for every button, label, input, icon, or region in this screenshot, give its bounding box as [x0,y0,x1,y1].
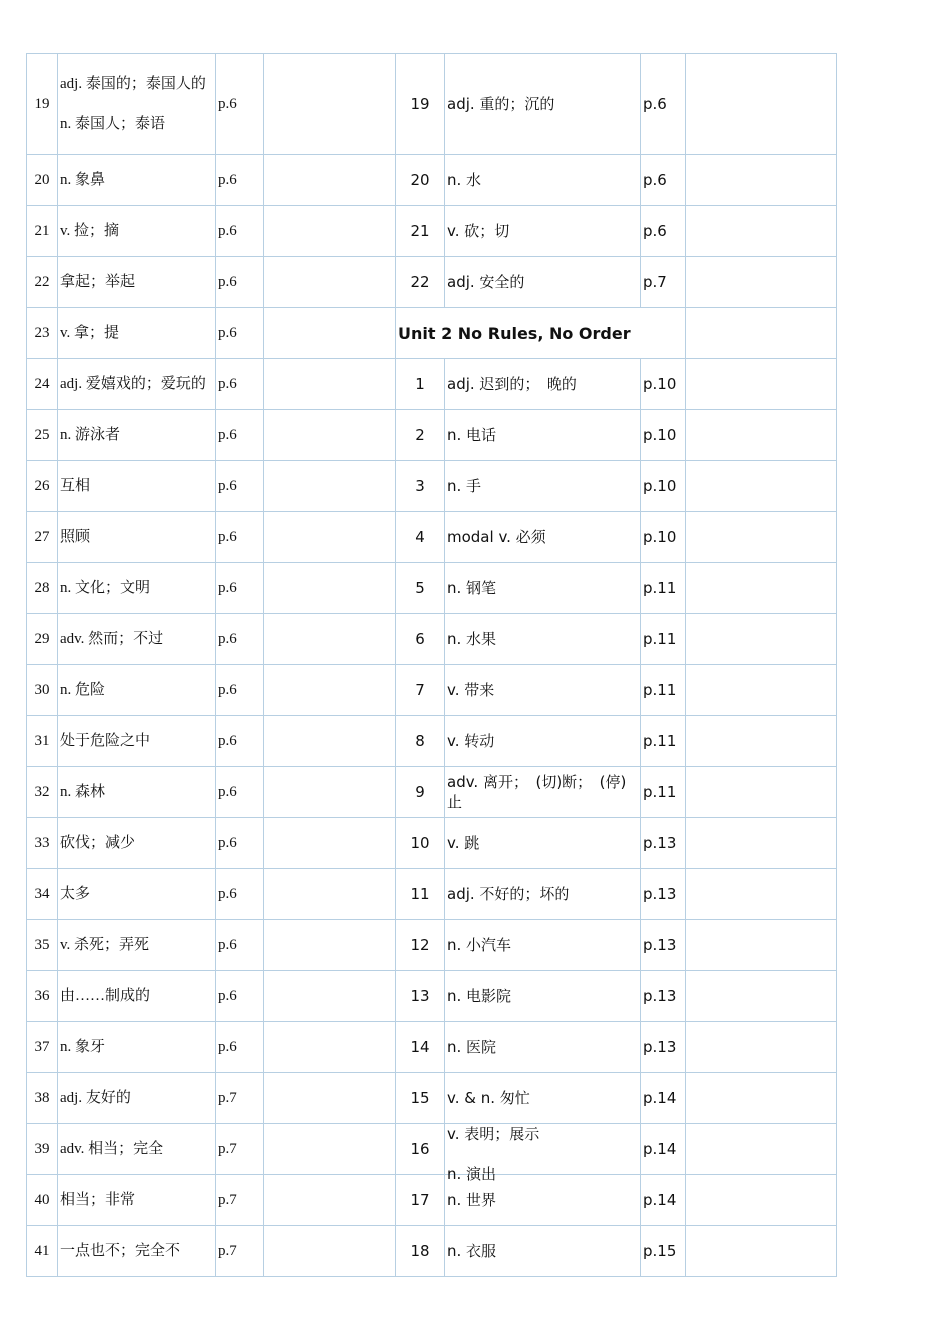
right-entry-meaning [445,716,641,767]
left-entry-page: p.6 [216,410,264,461]
table-row [27,716,837,767]
right-meaning-wrap [447,94,638,114]
left-entry-blank [264,1022,396,1073]
left-entry-page: p.6 [216,818,264,869]
right-meaning-wrap [447,884,638,904]
right-entry-number: 7 [396,665,445,716]
table-row [27,818,837,869]
left-meaning-text: v. 捡；摘 [60,223,120,239]
right-entry-blank [686,614,837,665]
right-meaning-text: adj. 迟到的； 晚的 [447,375,577,393]
right-entry-page: p.11 [641,716,686,767]
right-meaning-wrap [447,1124,638,1183]
table-row [27,665,837,716]
right-meaning-wrap [447,1088,638,1108]
right-entry-number: 15 [396,1073,445,1124]
left-entry-meaning [58,767,216,818]
left-entry-blank [264,563,396,614]
left-entry-meaning [58,971,216,1022]
left-entry-number: 19 [27,54,58,155]
left-entry-page: p.6 [216,54,264,155]
right-entry-page: p.11 [641,767,686,818]
right-entry-number: 13 [396,971,445,1022]
right-entry-page: p.13 [641,971,686,1022]
right-entry-page: p.6 [641,54,686,155]
right-meaning-text: n. 电话 [447,426,497,444]
right-meaning-text: adj. 重的；沉的 [447,95,555,113]
left-entry-blank [264,767,396,818]
right-entry-meaning [445,971,641,1022]
right-entry-blank [686,920,837,971]
table-row [27,155,837,206]
right-entry-page: p.13 [641,818,686,869]
left-entry-page: p.7 [216,1226,264,1277]
right-entry-meaning [445,818,641,869]
right-entry-blank [686,461,837,512]
table-row [27,614,837,665]
left-meaning-text: n. 象牙 [60,1039,106,1055]
left-entry-page: p.6 [216,971,264,1022]
right-entry-number: 6 [396,614,445,665]
table-row [27,1022,837,1073]
left-entry-page: p.6 [216,767,264,818]
right-entry-meaning [445,155,641,206]
right-meaning-wrap [447,476,638,496]
left-entry-number: 37 [27,1022,58,1073]
right-meaning-text: n. 世界 [447,1191,497,1209]
table-row [27,257,837,308]
right-entry-meaning [445,665,641,716]
left-entry-number: 38 [27,1073,58,1124]
right-entry-meaning [445,54,641,155]
left-entry-number: 23 [27,308,58,359]
left-entry-number: 20 [27,155,58,206]
right-meaning-text: v. 跳 [447,834,480,852]
right-entry-meaning [445,767,641,818]
left-entry-meaning [58,1175,216,1226]
right-entry-number: 14 [396,1022,445,1073]
right-meaning-wrap [447,221,638,241]
left-entry-meaning [58,920,216,971]
right-entry-page: p.15 [641,1226,686,1277]
right-entry-meaning [445,461,641,512]
right-entry-meaning [445,410,641,461]
right-entry-blank [686,155,837,206]
left-entry-number: 26 [27,461,58,512]
left-entry-number: 40 [27,1175,58,1226]
right-entry-page: p.14 [641,1073,686,1124]
left-entry-blank [264,359,396,410]
right-entry-page: p.14 [641,1124,686,1175]
left-entry-meaning [58,869,216,920]
right-entry-meaning [445,512,641,563]
right-entry-blank [686,1226,837,1277]
left-entry-blank [264,920,396,971]
left-entry-number: 32 [27,767,58,818]
right-entry-number: 20 [396,155,445,206]
left-meaning-text-2: n. 泰国人；泰语 [60,116,166,132]
table-row [27,971,837,1022]
right-entry-blank [686,971,837,1022]
right-meaning-wrap [447,578,638,598]
left-meaning-text: n. 象鼻 [60,172,106,188]
right-entry-number: 19 [396,54,445,155]
left-meaning-text: 相当；非常 [60,1192,136,1208]
left-entry-meaning [58,257,216,308]
left-meaning-text: adv. 相当；完全 [60,1141,164,1157]
right-meaning-text: n. 电影院 [447,987,512,1005]
right-meaning-text: v. 转动 [447,732,495,750]
table-row [27,563,837,614]
left-meaning-text: adj. 泰国的；泰国人的 [60,76,206,92]
left-entry-page: p.6 [216,359,264,410]
left-entry-number: 30 [27,665,58,716]
table-row [27,767,837,818]
left-entry-page: p.7 [216,1073,264,1124]
right-meaning-text: n. 手 [447,477,482,495]
right-entry-blank [686,359,837,410]
left-entry-page: p.6 [216,614,264,665]
left-meaning-text: 照顾 [60,529,91,545]
right-meaning-text: v. 砍；切 [447,222,510,240]
left-entry-page: p.6 [216,308,264,359]
right-entry-blank [686,716,837,767]
left-entry-blank [264,206,396,257]
right-entry-number: 5 [396,563,445,614]
right-entry-blank [686,1175,837,1226]
left-entry-number: 31 [27,716,58,767]
right-entry-meaning [445,359,641,410]
unit-heading: Unit 2 No Rules, No Order [396,308,686,359]
left-entry-blank [264,869,396,920]
right-entry-number: 12 [396,920,445,971]
right-entry-number: 21 [396,206,445,257]
table-row [27,920,837,971]
left-entry-blank [264,971,396,1022]
right-meaning-wrap [447,425,638,445]
left-entry-blank [264,54,396,155]
left-meaning-text: 拿起；举起 [60,274,136,290]
right-entry-number: 18 [396,1226,445,1277]
right-meaning-text: n. 水果 [447,630,497,648]
right-entry-blank [686,410,837,461]
left-entry-blank [264,461,396,512]
left-meaning-text: 太多 [60,886,91,902]
left-entry-blank [264,1175,396,1226]
right-entry-blank [686,665,837,716]
right-meaning-wrap [447,935,638,955]
right-entry-number: 8 [396,716,445,767]
left-entry-page: p.7 [216,1124,264,1175]
right-meaning-wrap [447,731,638,751]
right-entry-number: 1 [396,359,445,410]
right-entry-number: 11 [396,869,445,920]
left-entry-meaning [58,308,216,359]
left-meaning-text: 处于危险之中 [60,733,151,749]
right-entry-blank [686,54,837,155]
right-entry-blank [686,206,837,257]
left-entry-blank [264,257,396,308]
left-entry-meaning [58,359,216,410]
left-entry-number: 22 [27,257,58,308]
right-entry-page: p.13 [641,869,686,920]
right-entry-number: 22 [396,257,445,308]
right-entry-page: p.6 [641,155,686,206]
right-meaning-wrap [447,1241,638,1261]
table-row [27,1175,837,1226]
right-entry-meaning [445,920,641,971]
right-meaning-text: adj. 不好的；坏的 [447,885,570,903]
left-entry-number: 28 [27,563,58,614]
left-entry-page: p.6 [216,920,264,971]
right-meaning-wrap [447,833,638,853]
right-entry-number: 17 [396,1175,445,1226]
left-meaning-text: v. 杀死；弄死 [60,937,150,953]
left-entry-blank [264,1124,396,1175]
right-entry-blank [686,1022,837,1073]
right-entry-number: 16 [396,1124,445,1175]
right-entry-number: 2 [396,410,445,461]
left-entry-page: p.6 [216,665,264,716]
right-meaning-text-2: n. 演出 [447,1165,497,1183]
left-entry-page: p.6 [216,461,264,512]
right-entry-page: p.13 [641,920,686,971]
left-entry-number: 27 [27,512,58,563]
left-entry-meaning [58,461,216,512]
left-entry-meaning [58,1073,216,1124]
right-entry-page: p.11 [641,563,686,614]
right-meaning-wrap [447,1037,638,1057]
right-meaning-wrap [447,1190,638,1210]
left-entry-page: p.6 [216,716,264,767]
table-row [27,869,837,920]
right-meaning-text: v. 表明；展示 [447,1125,540,1143]
left-entry-blank [264,1226,396,1277]
left-entry-page: p.7 [216,1175,264,1226]
left-entry-meaning [58,410,216,461]
table-row [27,461,837,512]
right-entry-number: 4 [396,512,445,563]
left-entry-meaning [58,665,216,716]
table-row [27,1073,837,1124]
right-entry-meaning [445,869,641,920]
left-entry-blank [264,818,396,869]
left-entry-page: p.6 [216,257,264,308]
right-entry-meaning [445,563,641,614]
right-meaning-text: adv. 离开； (切)断； (停)止 [447,773,627,811]
left-entry-blank [264,614,396,665]
left-meaning-text: 由……制成的 [60,988,151,1004]
right-entry-blank [686,1124,837,1175]
line-gap [447,1144,638,1164]
left-entry-number: 33 [27,818,58,869]
right-entry-number: 9 [396,767,445,818]
right-entry-meaning [445,206,641,257]
right-entry-blank [686,257,837,308]
left-entry-blank [264,1073,396,1124]
right-meaning-wrap [447,374,638,394]
table-row [27,1124,837,1175]
right-entry-blank [686,1073,837,1124]
left-entry-number: 34 [27,869,58,920]
left-meaning-text: adv. 然而；不过 [60,631,164,647]
left-entry-meaning [58,1124,216,1175]
right-entry-page: p.10 [641,461,686,512]
left-entry-blank [264,716,396,767]
left-entry-number: 36 [27,971,58,1022]
right-meaning-text: modal v. 必须 [447,528,546,546]
right-meaning-wrap [447,527,638,547]
right-entry-blank [686,767,837,818]
right-entry-blank [686,563,837,614]
left-entry-meaning [58,512,216,563]
left-entry-number: 24 [27,359,58,410]
left-entry-blank [264,155,396,206]
right-entry-meaning [445,1226,641,1277]
left-meaning-text: 互相 [60,478,91,494]
table-row [27,512,837,563]
table-row [27,410,837,461]
right-entry-page: p.6 [641,206,686,257]
right-entry-meaning [445,1022,641,1073]
table-row [27,1226,837,1277]
table-row [27,359,837,410]
right-entry-number: 3 [396,461,445,512]
right-entry-page: p.10 [641,512,686,563]
right-meaning-text: n. 钢笔 [447,579,497,597]
left-entry-meaning [58,818,216,869]
table-row [27,206,837,257]
right-entry-page: p.13 [641,1022,686,1073]
left-meaning-text: n. 森林 [60,784,106,800]
left-meaning-text: 砍伐；减少 [60,835,136,851]
right-entry-meaning [445,1124,641,1183]
left-entry-meaning [58,563,216,614]
right-meaning-text: n. 小汽车 [447,936,512,954]
right-meaning-text: v. 带来 [447,681,495,699]
right-meaning-wrap [447,170,638,190]
left-entry-number: 29 [27,614,58,665]
right-meaning-text: adj. 安全的 [447,273,525,291]
right-entry-meaning [445,257,641,308]
left-entry-number: 25 [27,410,58,461]
right-entry-page: p.10 [641,410,686,461]
left-entry-blank [264,665,396,716]
right-entry-blank [686,308,837,359]
left-entry-blank [264,410,396,461]
table-row [27,54,837,155]
vocabulary-table [26,53,837,1277]
left-entry-page: p.6 [216,206,264,257]
left-entry-meaning [58,155,216,206]
left-entry-blank [264,308,396,359]
left-entry-number: 41 [27,1226,58,1277]
right-meaning-wrap [447,680,638,700]
right-entry-blank [686,869,837,920]
right-entry-page: p.7 [641,257,686,308]
left-meaning-text: v. 拿；提 [60,325,120,341]
right-entry-blank [686,512,837,563]
left-meaning-text: adj. 友好的 [60,1090,131,1106]
left-meaning-text: n. 文化；文明 [60,580,151,596]
right-meaning-wrap [447,986,638,1006]
right-meaning-wrap [447,272,638,292]
left-entry-page: p.6 [216,869,264,920]
table-row [27,308,837,359]
right-meaning-text: n. 水 [447,171,482,189]
right-meaning-text: n. 衣服 [447,1242,497,1260]
line-gap [60,94,213,114]
right-meaning-text: v. & n. 匆忙 [447,1089,530,1107]
right-entry-page: p.11 [641,665,686,716]
left-entry-number: 35 [27,920,58,971]
right-entry-blank [686,818,837,869]
left-meaning-text: adj. 爱嬉戏的；爱玩的 [60,376,206,392]
left-entry-meaning [58,54,216,155]
right-entry-meaning [445,1073,641,1124]
left-entry-blank [264,512,396,563]
right-meaning-wrap [447,772,638,812]
left-entry-page: p.6 [216,512,264,563]
left-entry-meaning [58,1226,216,1277]
right-meaning-wrap [447,629,638,649]
left-entry-meaning [58,716,216,767]
right-entry-page: p.11 [641,614,686,665]
left-entry-number: 39 [27,1124,58,1175]
left-entry-meaning [58,1022,216,1073]
left-entry-meaning [58,614,216,665]
right-entry-page: p.14 [641,1175,686,1226]
right-entry-number: 10 [396,818,445,869]
left-entry-page: p.6 [216,155,264,206]
right-meaning-text: n. 医院 [447,1038,497,1056]
left-meaning-text: 一点也不；完全不 [60,1243,181,1259]
right-entry-meaning [445,614,641,665]
left-meaning-text: n. 危险 [60,682,106,698]
left-entry-page: p.6 [216,1022,264,1073]
left-meaning-text: n. 游泳者 [60,427,121,443]
left-entry-meaning [58,206,216,257]
left-entry-number: 21 [27,206,58,257]
left-entry-page: p.6 [216,563,264,614]
right-entry-page: p.10 [641,359,686,410]
